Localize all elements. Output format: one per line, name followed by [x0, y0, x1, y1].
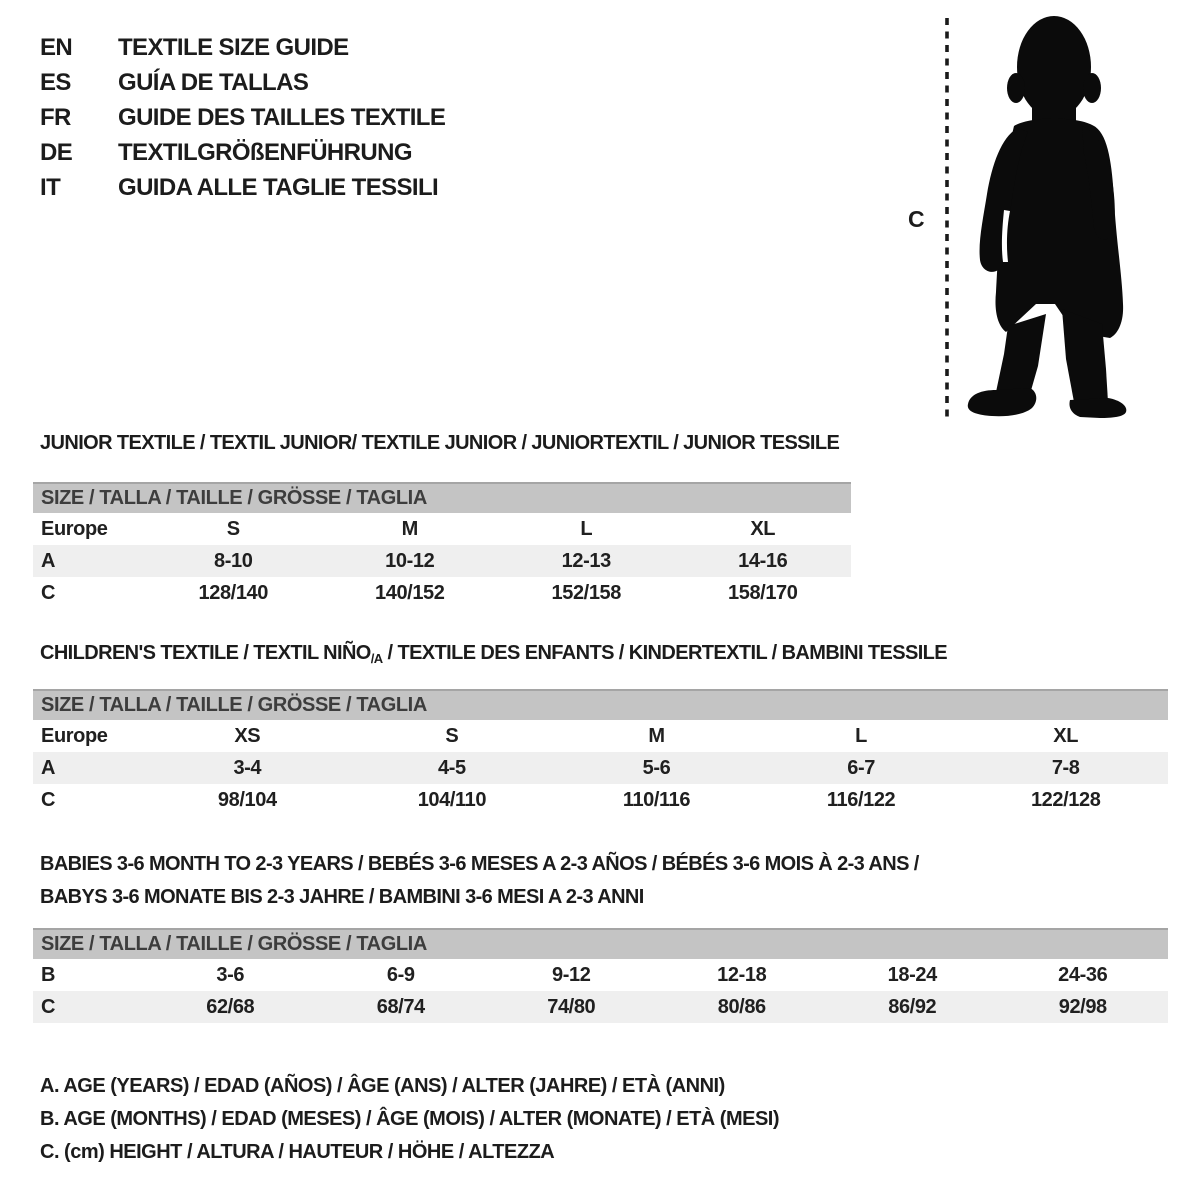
age-cell: 5-6 — [554, 752, 759, 784]
row-label: A — [33, 752, 145, 784]
children-title-text: / TEXTILE DES ENFANTS / KINDERTEXTIL / BAMBINI TESSILE — [382, 642, 948, 664]
table-row — [33, 720, 1168, 752]
height-cell: 92/98 — [998, 991, 1169, 1023]
language-title-list — [40, 30, 445, 205]
children-size-table — [33, 689, 1168, 816]
age-cell: 14-16 — [675, 545, 852, 577]
language-code: FR — [40, 103, 71, 131]
age-cell: 10-12 — [322, 545, 499, 577]
row-label: A — [33, 545, 145, 577]
height-cell: 152/158 — [551, 581, 621, 604]
children-title-subscript: /A — [370, 651, 383, 666]
age-cell: 3-6 — [216, 963, 245, 986]
language-code: EN — [40, 33, 73, 61]
table-row — [33, 784, 1168, 816]
size-cell: XL — [1053, 724, 1079, 747]
row-label: Europe — [41, 724, 108, 747]
height-cell: 80/86 — [657, 991, 828, 1023]
babies-title-line1: BABIES 3-6 MONTH TO 2-3 YEARS / BEBÉS 3-6 MESES A 2-3 AÑOS / BÉBÉS 3-6 MOIS À 2-3 ANS / — [40, 853, 919, 875]
age-cell: 12-18 — [717, 963, 767, 986]
height-cell: 86/92 — [827, 991, 998, 1023]
language-title: TEXTILGRÖßENFÜHRUNG — [118, 138, 412, 166]
height-cell: 104/110 — [417, 788, 487, 811]
height-cell: 74/80 — [486, 991, 657, 1023]
age-cell: 8-10 — [145, 545, 322, 577]
junior-section-title: JUNIOR TEXTILE / TEXTIL JUNIOR/ TEXTILE JUNIOR / JUNIORTEXTIL / JUNIOR TESSILE — [40, 432, 840, 454]
junior-size-table — [33, 482, 851, 609]
size-cell: M — [648, 724, 665, 747]
age-cell: 18-24 — [887, 963, 937, 986]
height-cell: 116/122 — [826, 788, 896, 811]
table-row — [33, 577, 851, 609]
size-cell: M — [401, 517, 418, 540]
height-cell: 122/128 — [1030, 788, 1101, 811]
table-row — [33, 483, 851, 513]
size-cell: L — [580, 517, 593, 540]
size-header-cell: SIZE / TALLA / TAILLE / GRÖSSE / TAGLIA — [33, 483, 851, 513]
height-cell: 110/116 — [622, 788, 691, 811]
table-row — [33, 959, 1168, 991]
language-row-es — [40, 65, 445, 100]
height-cell: 128/140 — [198, 581, 268, 604]
row-label: C — [33, 991, 145, 1023]
legend — [40, 1070, 779, 1169]
height-cell: 158/170 — [728, 581, 798, 604]
language-title: GUÍA DE TALLAS — [118, 68, 309, 96]
language-title: TEXTILE SIZE GUIDE — [118, 33, 349, 61]
language-code: ES — [40, 68, 71, 96]
height-cell: 98/104 — [217, 788, 277, 811]
size-cell: S — [226, 517, 240, 540]
size-header-cell: SIZE / TALLA / TAILLE / GRÖSSE / TAGLIA — [33, 929, 1168, 959]
row-label: C — [41, 581, 56, 604]
row-label: C — [41, 788, 56, 811]
age-cell: 6-7 — [759, 752, 964, 784]
height-cell: 68/74 — [316, 991, 487, 1023]
table-row — [33, 991, 1168, 1023]
table-row — [33, 545, 851, 577]
language-row-de — [40, 135, 445, 170]
children-section-title — [40, 642, 947, 666]
row-label: Europe — [41, 517, 108, 540]
height-line-label: C — [908, 206, 925, 232]
language-code: DE — [40, 138, 73, 166]
height-measure-line — [944, 16, 950, 420]
legend-line-age-months: B. AGE (MONTHS) / EDAD (MESES) / ÂGE (MOIS) / ALTER (MONATE) / ETÀ (MESI) — [40, 1108, 780, 1130]
language-row-fr — [40, 100, 445, 135]
babies-section-title — [40, 848, 919, 914]
legend-line-age-years: A. AGE (YEARS) / EDAD (AÑOS) / ÂGE (ANS) / ALTER (JAHRE) / ETÀ (ANNI) — [40, 1075, 725, 1097]
height-cell: 62/68 — [145, 991, 316, 1023]
age-cell: 12-13 — [498, 545, 675, 577]
children-title-text: CHILDREN'S TEXTILE / TEXTIL NIÑO — [40, 642, 371, 664]
table-row — [33, 513, 851, 545]
baby-silhouette-icon — [962, 14, 1137, 419]
age-cell: 4-5 — [350, 752, 555, 784]
size-header-cell: SIZE / TALLA / TAILLE / GRÖSSE / TAGLIA — [33, 690, 1168, 720]
size-cell: L — [855, 724, 867, 747]
table-row — [33, 929, 1168, 959]
age-cell: 3-4 — [145, 752, 350, 784]
table-row — [33, 690, 1168, 720]
language-row-it — [40, 170, 445, 205]
age-cell: 6-9 — [386, 963, 415, 986]
age-cell: 7-8 — [963, 752, 1168, 784]
row-label: B — [41, 963, 56, 986]
size-cell: XL — [750, 517, 776, 540]
size-cell: S — [445, 724, 459, 747]
language-title: GUIDE DES TAILLES TEXTILE — [118, 103, 446, 131]
age-cell: 9-12 — [552, 963, 591, 986]
table-row — [33, 752, 1168, 784]
legend-line-height: C. (cm) HEIGHT / ALTURA / HAUTEUR / HÖHE / ALTEZZA — [40, 1141, 555, 1163]
babies-size-table — [33, 928, 1168, 1023]
language-title: GUIDA ALLE TAGLIE TESSILI — [118, 173, 439, 201]
height-cell: 140/152 — [375, 581, 445, 604]
language-row-en — [40, 30, 445, 65]
language-code: IT — [40, 173, 61, 201]
age-cell: 24-36 — [1058, 963, 1108, 986]
babies-title-line2: BABYS 3-6 MONATE BIS 2-3 JAHRE / BAMBINI 3-6 MESI A 2-3 ANNI — [40, 886, 644, 908]
size-cell: XS — [234, 724, 261, 747]
